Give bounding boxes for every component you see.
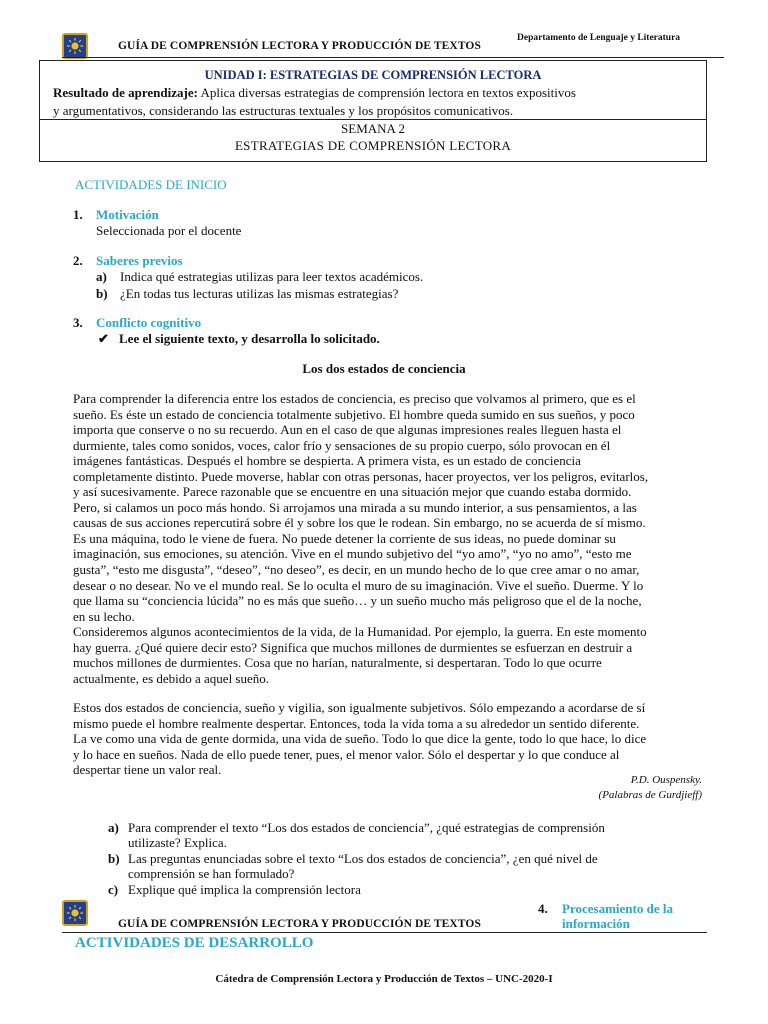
reading-p2-line: mismo puede el hombre realmente despertar. Entonces, toda la vida toma a su alrededor un sentido diferente. [73,715,640,731]
week-label: SEMANA 2 [341,121,405,136]
reading-p1-line: sueño. Es éste un estado de conciencia totalmente subjetivo. El hombre queda sumido en sus sueños, y poco [73,406,635,422]
unit-box-divider [40,119,706,120]
university-logo [62,33,88,59]
reading-p1-line: muchos millones de durmientes. Cosa que no harían, naturalmente, si despertaran. Todo lo que ocurre [73,655,602,671]
item-title-procesamiento-2: información [562,916,630,931]
item-number-1: 1. [73,207,83,222]
reading-p2-line: y lo hace en sueños. Nada de ello puede tener, pues, el menor valor. Sólo el despertar y lo que conduce al [73,746,620,762]
item-title-saberes: Saberes previos [96,253,183,268]
section-heading-inicio: ACTIVIDADES DE INICIO [75,177,227,192]
reading-p1-line: importa que conserve o no su recuerdo. Aun en el caso de que algunas impresiones reales lleguen hasta el [73,422,622,438]
reading-p1-line: Consideremos algunos acontecimientos de la vida, de la Humanidad. Por ejemplo, la guerra. En este momento [73,624,647,640]
sun-emblem-icon [66,37,84,55]
reading-paragraph-2 [73,700,704,778]
reading-p1-line: que llama su “conciencia lúcida” no es más que sueño… y un sueño mucho más peligroso que el de la noche, [73,593,642,609]
item-number-4: 4. [538,901,548,916]
reading-source: (Palabras de Gurdjieff) [598,789,702,801]
question-c-line1: Explique qué implica la comprensión lectora [128,882,361,897]
reading-p1-line: en su lecho. [73,608,135,624]
item-number-3: 3. [73,315,83,330]
subitem-text-a: Indica qué estrategias utilizas para leer textos académicos. [120,269,424,284]
reading-p1-line: hay guerra. ¿Qué quiere decir esto? Significa que muchos millones de durmientes se esfuerzan en destruir a [73,639,633,655]
sun-emblem-icon [66,904,84,922]
item-number-2: 2. [73,253,83,268]
reading-p1-line: Para comprender la diferencia entre los estados de conciencia, es preciso que volvamos al primero, que es el [73,391,636,406]
outcome-line1: Aplica diversas estrategias de comprensión lectora en textos expositivos [197,85,576,100]
reading-p1-line: durmiente, tales como sonidos, voces, calor frío y sensaciones de su propio cuerpo, sólo provocan en él [73,437,611,453]
week-title: ESTRATEGIAS DE COMPRENSIÓN LECTORA [234,138,512,153]
section-heading-desarrollo: ACTIVIDADES DE DESARROLLO [75,935,314,951]
guide-title-bottom: GUÍA DE COMPRENSIÓN LECTORA Y PRODUCCIÓN DE TEXTOS [118,918,481,930]
outcome-label: Resultado de aprendizaje: [53,85,198,100]
page-footer: Cátedra de Comprensión Lectora y Producción de Textos – UNC-2020-I [215,973,553,985]
outcome-line2: y argumentativos, considerando las estructuras textuales y los propósitos comunicativos. [53,103,514,118]
question-letter-b: b) [108,851,120,866]
question-b-line1: Las preguntas enunciadas sobre el texto “Los dos estados de conciencia”, ¿en qué nivel de [128,851,598,866]
department-name: Departamento de Lenguaje y Literatura [517,33,681,43]
question-letter-c: c) [108,882,119,897]
item-title-procesamiento-1: Procesamiento de la [562,901,673,916]
reading-p1-line: actualmente, es debido a aquel sueño. [73,670,270,686]
reading-p1-line: causas de sus acciones repercutirá sobre él y sobre los que le rodean. Sin embargo, no se acuerda de sí mismo. [73,515,646,531]
question-letter-a: a) [108,820,119,835]
reading-p1-line: Es una máquina, todo le viene de fuera. No puede detener la corriente de sus ideas, no puede dominar su [73,530,616,546]
item-title-conflicto: Conflicto cognitivo [96,315,202,330]
question-a-line2: utilizaste? Explica. [128,835,227,850]
reading-p1-line: y así sucesivamente. Parece razonable que se encuentre en una situación mejor que cuando estaba dormido. [73,484,632,500]
reading-p1-line: imaginación, sus emociones, su atención. Vive en el mundo subjetivo del “yo amo”, “yo no amo”, “esto me [73,546,632,562]
unit-title: UNIDAD I: ESTRATEGIAS DE COMPRENSIÓN LECTORA [204,68,542,82]
question-a-line1: Para comprender el texto “Los dos estados de conciencia”, ¿qué estrategias de comprensión [128,820,605,835]
reading-title: Los dos estados de conciencia [302,361,466,376]
unit-box [39,60,707,162]
header-rule [62,57,724,58]
university-logo-bottom [62,900,88,926]
bottom-header-rule [62,932,707,933]
motivacion-text: Seleccionada por el docente [96,223,242,238]
learning-outcome [53,85,576,101]
question-b-line2: comprensión se han formulado? [128,866,295,881]
reading-p1-line: imágenes fantásticas. Después el hombre se despierta. A primera vista, es un estado de conciencia [73,453,581,469]
guide-title: GUÍA DE COMPRENSIÓN LECTORA Y PRODUCCIÓN DE TEXTOS [118,40,481,52]
reading-p1-line: Pero, si calamos un poco más hondo. Si arrojamos una mirada a su mundo interior, a sus pensamientos, a las [73,499,637,515]
reading-p2-line: Estos dos estados de conciencia, sueño y vigilia, son igualmente subjetivos. Sólo empezando a acordarse de sí [73,700,646,715]
reading-p1-line: desear o no desear. No ve el mundo real. Se lo oculta el muro de su imaginación. Vive el sueño. Duerme. Y lo [73,577,644,593]
subitem-text-b: ¿En todas tus lecturas utilizas las mismas estrategias? [120,286,399,301]
reading-p2-line: despertar tiene un valor real. [73,762,222,778]
subitem-letter-a: a) [96,269,107,284]
reading-paragraph-1 [73,391,704,686]
reading-p1-line: gusta”, “esto me disgusta”, “deseo”, “no deseo”, es decir, en un mundo hecho de lo que cree amar o no amar, [73,562,640,578]
subitem-letter-b: b) [96,286,108,301]
reading-author: P.D. Ouspensky. [630,774,702,786]
reading-p2-line: La ve como una vida de gente dormida, una vida de sueño. Todo lo que dice la gente, todo lo que hace, lo dice [73,731,647,747]
checkmark-icon: ✔ [98,331,109,346]
reading-p1-line: completamente distinto. Puede moverse, hablar con otras personas, hacer proyectos, ver los peligros, evitarlos, [73,468,649,484]
item-title-motivacion: Motivación [96,207,159,222]
reading-instruction: Lee el siguiente texto, y desarrolla lo solicitado. [119,331,380,346]
